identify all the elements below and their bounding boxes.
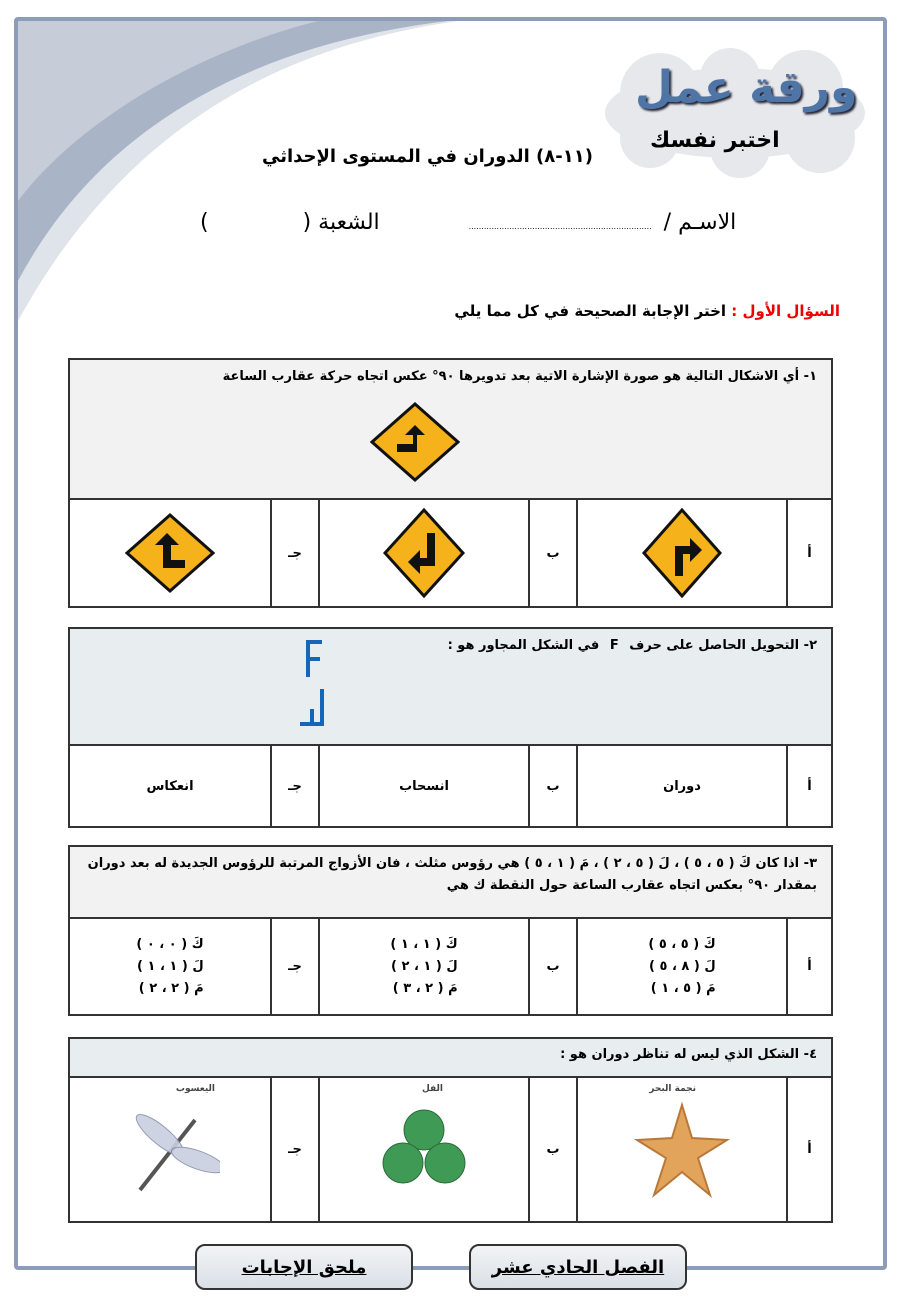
option-c[interactable] <box>70 919 270 1014</box>
question-text: ٣- اذا كان كَ ( ٥ ، ٥ ) ، لَ ( ٥ ، ٢ ) ، مَ ( ١ ، ٥ ) هي رؤوس مثلث ، فان الأزواج المرتبة للرؤوس الجديدة له بعد دوران بمقدار ٩٠° بعكس اتجاه عقارب الساعة حول النقطة ك هي <box>70 847 831 919</box>
question-text: ٢- التحويل الحاصل على حرف <box>629 638 817 653</box>
option-c[interactable] <box>70 500 270 606</box>
image-caption: نجمة البحر <box>649 1084 696 1094</box>
question-text: ٤- الشكل الذي ليس له تناظر دوران هو : <box>70 1039 831 1078</box>
section-instruction: اختر الإجابة الصحيحة في كل مما يلي <box>454 302 727 320</box>
question-text: ١- أي الاشكال التالية هو صورة الإشارة الاتية بعد تدويرها ٩٠° عكس اتجاه حركة عقارب الساعة <box>222 369 817 384</box>
coord-k: كَ ( ٥ ، ٥ ) <box>648 936 716 952</box>
option-label-c: جـ <box>270 500 318 606</box>
road-sign-up-left-icon <box>125 513 215 593</box>
road-sign-right-turn-icon <box>642 508 722 598</box>
coord-m: مَ ( ٥ ، ١ ) <box>650 980 716 996</box>
option-label-c: جـ <box>270 1078 318 1221</box>
option-c[interactable]: انعكاس <box>146 778 194 794</box>
image-caption: اليعسوب <box>175 1084 215 1094</box>
coord-l: لَ ( ٨ ، ٥ ) <box>649 958 716 974</box>
option-label-c: جـ <box>270 919 318 1014</box>
option-a[interactable] <box>576 919 786 1014</box>
option-b[interactable] <box>318 919 528 1014</box>
option-a[interactable] <box>576 1078 786 1221</box>
coord-l: لَ ( ١ ، ٢ ) <box>391 958 458 974</box>
answers-appendix-button[interactable]: ملحق الإجابات <box>195 1244 413 1290</box>
option-c[interactable] <box>70 1078 270 1221</box>
coord-m: مَ ( ٢ ، ٢ ) <box>138 980 204 996</box>
option-label-a: أ <box>786 1078 831 1221</box>
question-4 <box>68 1037 833 1223</box>
image-caption: الفل <box>422 1084 443 1094</box>
question-2 <box>68 627 833 828</box>
question-3 <box>68 845 833 1016</box>
option-label-a: أ <box>786 500 831 606</box>
option-label-c: جـ <box>270 746 318 826</box>
name-label: الاسـم / <box>663 210 737 235</box>
road-sign-down-left-icon <box>383 508 465 598</box>
option-b[interactable] <box>318 1078 528 1221</box>
option-a[interactable] <box>576 500 786 606</box>
student-info <box>200 210 736 235</box>
road-sign-turn-icon <box>370 402 460 482</box>
option-label-b: ب <box>528 1078 576 1221</box>
name-field[interactable]: ........................................................................ <box>468 222 652 231</box>
option-label-a: أ <box>786 746 831 826</box>
letter-f: F <box>609 638 619 653</box>
option-a[interactable]: دوران <box>576 746 786 826</box>
option-b[interactable] <box>318 500 528 606</box>
option-label-b: ب <box>528 500 576 606</box>
dragonfly-image <box>120 1105 220 1195</box>
section-heading <box>454 302 840 320</box>
lesson-title: (١١-٨) الدوران في المستوى الإحداثي <box>262 146 593 167</box>
letter-f-transform-figure <box>298 637 328 727</box>
section-label: الشعبة ( <box>302 210 380 235</box>
coord-k: كَ ( ١ ، ١ ) <box>390 936 458 952</box>
option-label-b: ب <box>528 746 576 826</box>
coord-l: لَ ( ١ ، ١ ) <box>137 958 204 974</box>
coord-m: مَ ( ٢ ، ٣ ) <box>392 980 458 996</box>
clover-image <box>379 1105 469 1195</box>
worksheet-subtitle: اختبر نفسك <box>650 128 780 153</box>
coord-k: كَ ( ٠ ، ٠ ) <box>136 936 204 952</box>
option-label-a: أ <box>786 919 831 1014</box>
starfish-image <box>632 1100 732 1200</box>
option-label-b: ب <box>528 919 576 1014</box>
section-label: السؤال الأول : <box>731 302 840 320</box>
question-text-2: في الشكل المجاور هو : <box>447 638 600 653</box>
chapter-button[interactable]: الفصل الحادي عشر <box>469 1244 687 1290</box>
section-field-close[interactable]: ) <box>200 210 209 235</box>
question-1 <box>68 358 833 608</box>
worksheet-badge: ورقة عمل <box>635 62 858 113</box>
option-b[interactable]: انسحاب <box>318 746 528 826</box>
